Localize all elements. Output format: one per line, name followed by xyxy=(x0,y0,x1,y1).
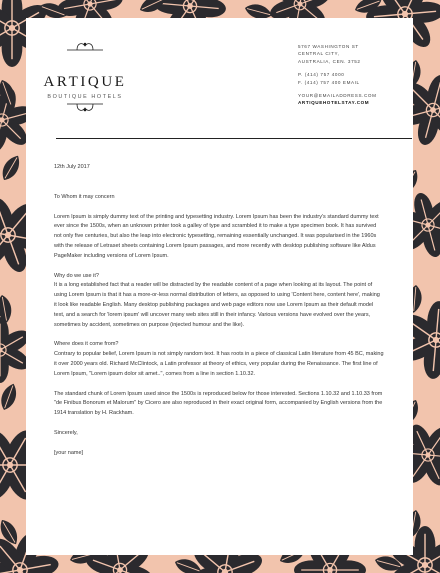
logo-ornament-top xyxy=(65,40,105,52)
signature-placeholder: [your name] xyxy=(54,449,84,456)
address-line: 5767 WASHINGTON ST xyxy=(298,44,359,49)
logo-ornament-bottom xyxy=(65,102,105,114)
paragraph-intro: Lorem Ipsum is simply dummy text of the printing and typesetting industry. Lorem Ipsum has been the industry's standard dummy text ever since the 1500s, when an unknown printer took a galley of type and scrambled it to make a type specimen book. It has survived not only five centuries, but also the leap into electronic typesetting, remaining essentially unchanged. It was popularised in the 1960s with the release of Letraset sheets containing Lorem Ipsum passages, and more recently with desktop publishing software like Aldus PageMaker including versions of Lorem Ipsum. xyxy=(54,213,379,259)
paragraph-origin: Contrary to popular belief, Lorem Ipsum is not simply random text. It has roots in a piece of classical Latin literature from 45 BC, making it over 2000 years old. Richard McClintock, a Latin professor at theory of ethics, very popular during the Renaissance. The first line of Lorem Ipsum, "Lorem ipsum dolor sit amet..", comes from a line in section 1.10.32. xyxy=(54,351,384,377)
website-link[interactable]: ARTIQUEHOTELSTAY.COM xyxy=(298,100,370,106)
paragraph-why: It is a long established fact that a reader will be distracted by the readable content of a page when looking at its layout. The point of using Lorem Ipsum is that it has a more-or-less normal distribution of letters, as opposed to using 'Content here, content here', making it look like readable English. Many desktop publishing packages and web page editors now use Lorem Ipsum as their default model text, and a search for 'lorem ipsum' will uncover many web sites still in their infancy. Various versions have evolved over the years, sometimes by accident, sometimes on purpose (injected humour and the like). xyxy=(54,282,380,328)
question-heading: Why do we use it? xyxy=(54,272,99,279)
letter-closing: Sincerely, xyxy=(54,429,78,436)
letter-salutation: To Whom it may concern xyxy=(54,193,115,200)
email-link[interactable]: YOUR@EMAILADDRESS.COM xyxy=(298,92,377,98)
contact-block xyxy=(298,43,408,107)
letter-sheet xyxy=(26,18,413,555)
question-heading: Where does it come from? xyxy=(54,341,119,348)
brand-name: ARTIQUE xyxy=(43,74,127,90)
brand-tagline: BOUTIQUE HOTELS xyxy=(47,94,123,100)
phone-number: P. (414) 757 4000 xyxy=(298,72,345,78)
letter-body xyxy=(54,163,384,459)
address-line: AUSTRALIA, CEN. 3752 xyxy=(298,58,361,64)
brand-logo xyxy=(26,40,144,100)
letter-date: 12th July 2017 xyxy=(54,164,90,170)
address-line: CENTRAL CITY, xyxy=(298,51,340,57)
paragraph-standard: The standard chunk of Lorem Ipsum used since the 1500s is reproduced below for those interested. Sections 1.10.32 and 1.10.33 from "de Finibus Bonorum et Malorum" by Cicero are also reproduced in their exact original form, accompanied by English versions from the 1914 translation by H. Rackham. xyxy=(54,390,383,417)
fax-number: F. (414) 757 400 EMAIL xyxy=(298,79,360,85)
header-divider xyxy=(56,138,412,139)
